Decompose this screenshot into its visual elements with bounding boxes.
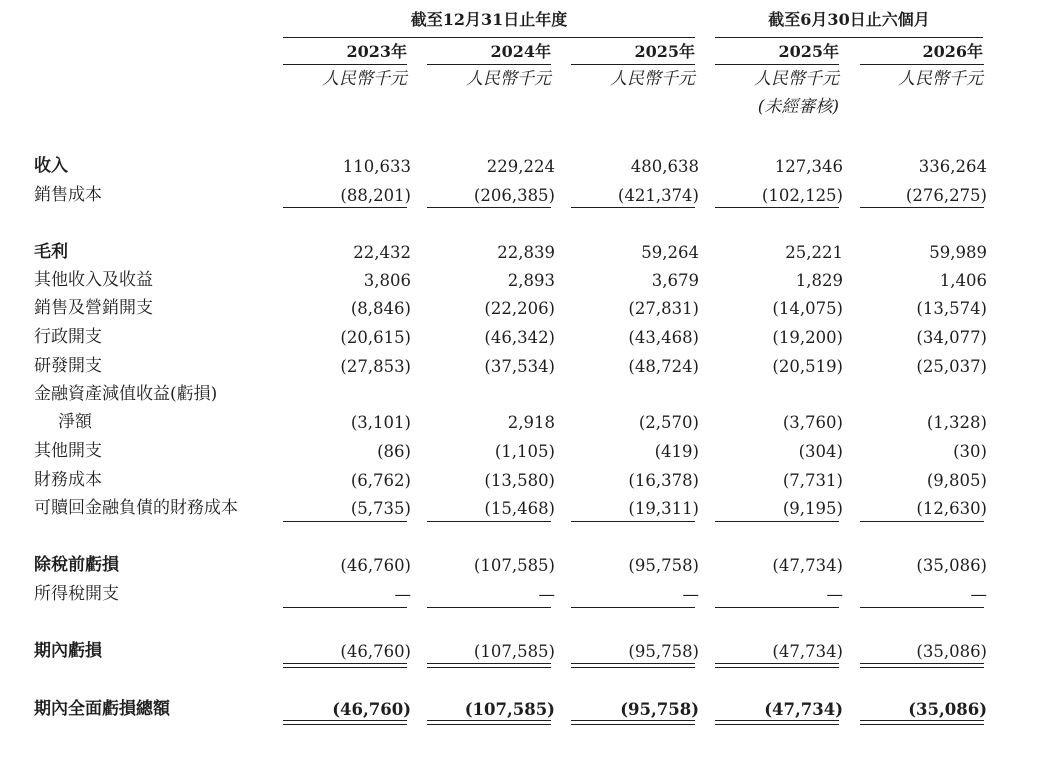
cell-value: (9,195) bbox=[782, 499, 843, 518]
total-double-rule bbox=[283, 667, 407, 668]
subtotal-rule bbox=[715, 207, 839, 208]
cell-value: (276,275) bbox=[905, 186, 987, 205]
total-double-rule bbox=[427, 720, 551, 721]
row-label: 收入 bbox=[34, 156, 68, 176]
row-label: 所得稅開支 bbox=[34, 584, 119, 604]
cell-value: — bbox=[970, 585, 987, 604]
unaudited-note: (未經審核) bbox=[757, 97, 839, 117]
cell-value: 480,638 bbox=[630, 157, 699, 176]
row-label: 淨額 bbox=[58, 412, 92, 432]
subtotal-rule bbox=[427, 607, 551, 608]
group-title-six-months: 截至6月30日止六個月 bbox=[768, 10, 930, 29]
cell-value: (2,570) bbox=[638, 413, 699, 432]
cell-value: (107,585) bbox=[473, 642, 555, 661]
cell-value: (1,328) bbox=[926, 413, 987, 432]
row-label: 銷售及營銷開支 bbox=[34, 298, 153, 318]
subtotal-rule bbox=[715, 607, 839, 608]
group-rule-six-months bbox=[715, 37, 983, 38]
cell-value: (5,735) bbox=[350, 499, 411, 518]
total-double-rule bbox=[283, 724, 407, 725]
row-label: 期內虧損 bbox=[34, 641, 102, 661]
cell-value: 229,224 bbox=[486, 157, 555, 176]
cell-value: (95,758) bbox=[628, 556, 699, 575]
cell-value: — bbox=[682, 585, 699, 604]
cell-value: (20,519) bbox=[772, 357, 843, 376]
cell-value: (8,846) bbox=[350, 299, 411, 318]
cell-value: (35,086) bbox=[908, 700, 987, 719]
total-double-rule bbox=[427, 663, 551, 664]
total-double-rule bbox=[715, 663, 839, 664]
cell-value: (13,574) bbox=[916, 299, 987, 318]
total-double-rule bbox=[571, 667, 695, 668]
cell-value: (419) bbox=[654, 442, 699, 461]
cell-value: (1,105) bbox=[494, 442, 555, 461]
subtotal-rule bbox=[427, 521, 551, 522]
cell-value: (304) bbox=[798, 442, 843, 461]
cell-value: (19,311) bbox=[628, 499, 699, 518]
cell-value: 2,918 bbox=[507, 413, 555, 432]
row-label: 除稅前虧損 bbox=[34, 555, 119, 575]
cell-value: (35,086) bbox=[916, 642, 987, 661]
cell-value: 22,432 bbox=[353, 243, 411, 262]
cell-value: (3,101) bbox=[350, 413, 411, 432]
cell-value: — bbox=[826, 585, 843, 604]
cell-value: (46,342) bbox=[484, 328, 555, 347]
row-label: 行政開支 bbox=[34, 327, 102, 347]
cell-value: 22,839 bbox=[497, 243, 555, 262]
cell-value: (35,086) bbox=[916, 556, 987, 575]
cell-value: (43,468) bbox=[628, 328, 699, 347]
cell-value: (9,805) bbox=[926, 471, 987, 490]
cell-value: 2,893 bbox=[507, 271, 555, 290]
total-double-rule bbox=[715, 724, 839, 725]
cell-value: (15,468) bbox=[484, 499, 555, 518]
cell-value: 25,221 bbox=[785, 243, 843, 262]
column-year: 2025年 bbox=[778, 42, 839, 61]
cell-value: (48,724) bbox=[628, 357, 699, 376]
cell-value: 3,806 bbox=[363, 271, 411, 290]
row-label: 金融資產減值收益(虧損) bbox=[34, 384, 218, 404]
subtotal-rule bbox=[860, 521, 984, 522]
cell-value: (27,853) bbox=[340, 357, 411, 376]
subtotal-rule bbox=[571, 607, 695, 608]
cell-value: 127,346 bbox=[774, 157, 843, 176]
cell-value: (47,734) bbox=[772, 642, 843, 661]
subtotal-rule bbox=[283, 607, 407, 608]
year-rule bbox=[283, 64, 407, 65]
total-double-rule bbox=[283, 663, 407, 664]
row-label: 研發開支 bbox=[34, 356, 102, 376]
row-label: 財務成本 bbox=[34, 470, 102, 490]
total-double-rule bbox=[571, 663, 695, 664]
column-year: 2025年 bbox=[634, 42, 695, 61]
cell-value: (34,077) bbox=[916, 328, 987, 347]
column-unit: 人民幣千元 bbox=[322, 69, 407, 89]
column-year: 2026年 bbox=[922, 42, 983, 61]
column-year: 2023年 bbox=[346, 42, 407, 61]
cell-value: (107,585) bbox=[473, 556, 555, 575]
subtotal-rule bbox=[283, 521, 407, 522]
year-rule bbox=[571, 64, 695, 65]
cell-value: (46,760) bbox=[332, 700, 411, 719]
year-rule bbox=[715, 64, 839, 65]
group-rule-annual bbox=[283, 37, 695, 38]
cell-value: (22,206) bbox=[484, 299, 555, 318]
subtotal-rule bbox=[571, 521, 695, 522]
row-label: 可贖回金融負債的財務成本 bbox=[34, 498, 238, 518]
column-unit: 人民幣千元 bbox=[754, 69, 839, 89]
total-double-rule bbox=[860, 663, 984, 664]
cell-value: (30) bbox=[953, 442, 987, 461]
cell-value: (107,585) bbox=[464, 700, 555, 719]
subtotal-rule bbox=[283, 207, 407, 208]
total-double-rule bbox=[860, 667, 984, 668]
row-label: 其他開支 bbox=[34, 441, 102, 461]
cell-value: (6,762) bbox=[350, 471, 411, 490]
cell-value: (95,758) bbox=[628, 642, 699, 661]
total-double-rule bbox=[571, 720, 695, 721]
year-rule bbox=[860, 64, 984, 65]
cell-value: (25,037) bbox=[916, 357, 987, 376]
subtotal-rule bbox=[860, 207, 984, 208]
total-double-rule bbox=[427, 724, 551, 725]
cell-value: — bbox=[538, 585, 555, 604]
cell-value: 3,679 bbox=[651, 271, 699, 290]
total-double-rule bbox=[283, 720, 407, 721]
cell-value: (206,385) bbox=[473, 186, 555, 205]
row-label: 其他收入及收益 bbox=[34, 270, 153, 290]
cell-value: (47,734) bbox=[772, 556, 843, 575]
group-title-annual: 截至12月31日止年度 bbox=[410, 10, 568, 29]
year-rule bbox=[427, 64, 551, 65]
cell-value: (27,831) bbox=[628, 299, 699, 318]
row-label: 毛利 bbox=[34, 242, 68, 262]
row-label: 期內全面虧損總額 bbox=[34, 699, 170, 719]
subtotal-rule bbox=[715, 521, 839, 522]
cell-value: (16,378) bbox=[628, 471, 699, 490]
cell-value: (13,580) bbox=[484, 471, 555, 490]
column-unit: 人民幣千元 bbox=[610, 69, 695, 89]
cell-value: 1,406 bbox=[939, 271, 987, 290]
cell-value: 59,989 bbox=[929, 243, 987, 262]
cell-value: (421,374) bbox=[617, 186, 699, 205]
cell-value: (88,201) bbox=[340, 186, 411, 205]
total-double-rule bbox=[860, 720, 984, 721]
column-year: 2024年 bbox=[490, 42, 551, 61]
cell-value: (95,758) bbox=[620, 700, 699, 719]
cell-value: 336,264 bbox=[918, 157, 987, 176]
cell-value: (86) bbox=[377, 442, 411, 461]
cell-value: (7,731) bbox=[782, 471, 843, 490]
subtotal-rule bbox=[427, 207, 551, 208]
cell-value: (102,125) bbox=[761, 186, 843, 205]
cell-value: — bbox=[394, 585, 411, 604]
total-double-rule bbox=[715, 720, 839, 721]
cell-value: (46,760) bbox=[340, 556, 411, 575]
total-double-rule bbox=[427, 667, 551, 668]
cell-value: 59,264 bbox=[641, 243, 699, 262]
total-double-rule bbox=[715, 667, 839, 668]
cell-value: (3,760) bbox=[782, 413, 843, 432]
cell-value: 110,633 bbox=[342, 157, 411, 176]
subtotal-rule bbox=[860, 607, 984, 608]
cell-value: (46,760) bbox=[340, 642, 411, 661]
total-double-rule bbox=[860, 724, 984, 725]
cell-value: (47,734) bbox=[764, 700, 843, 719]
column-unit: 人民幣千元 bbox=[466, 69, 551, 89]
row-label: 銷售成本 bbox=[34, 185, 102, 205]
cell-value: (20,615) bbox=[340, 328, 411, 347]
cell-value: (14,075) bbox=[772, 299, 843, 318]
cell-value: (12,630) bbox=[916, 499, 987, 518]
cell-value: 1,829 bbox=[795, 271, 843, 290]
total-double-rule bbox=[571, 724, 695, 725]
column-unit: 人民幣千元 bbox=[898, 69, 983, 89]
subtotal-rule bbox=[571, 207, 695, 208]
cell-value: (19,200) bbox=[772, 328, 843, 347]
cell-value: (37,534) bbox=[484, 357, 555, 376]
